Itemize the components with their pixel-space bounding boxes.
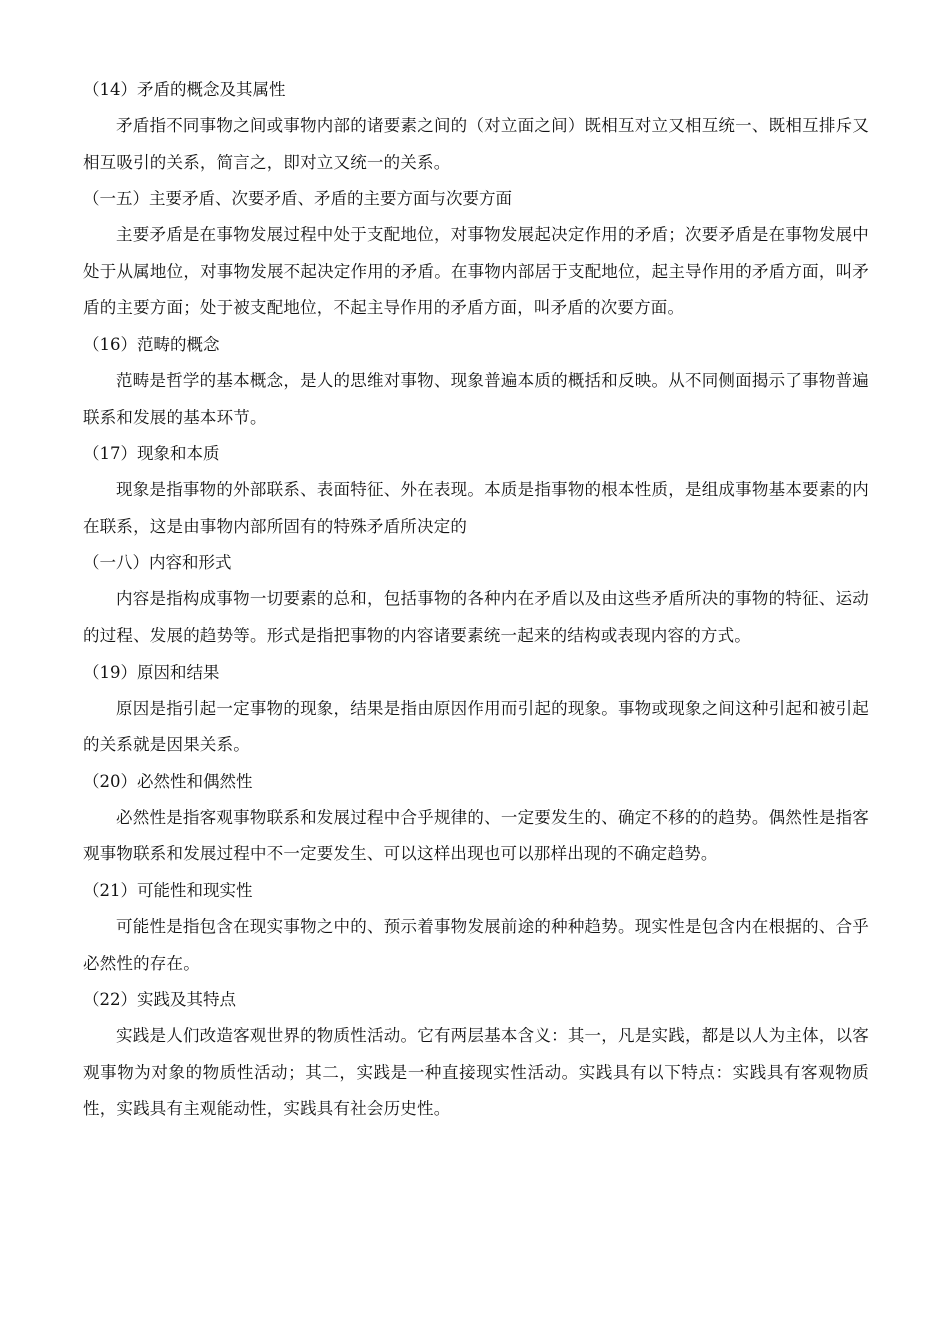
section-heading: （一八）内容和形式 bbox=[83, 553, 232, 573]
section-paragraph: 主要矛盾是在事物发展过程中处于支配地位，对事物发展起决定作用的矛盾；次要矛盾是在事物发展中处于从属地位，对事物发展不起决定作用的矛盾。在事物内部居于支配地位，起主导作用的矛盾方面，叫矛盾的主要方面；处于被支配地位，不起主导作用的矛盾方面，叫矛盾的次要方面。 bbox=[83, 225, 869, 318]
section-paragraph: 原因是指引起一定事物的现象，结果是指由原因作用而引起的现象。事物或现象之间这种引起和被引起的关系就是因果关系。 bbox=[83, 698, 869, 755]
section-paragraph: 现象是指事物的外部联系、表面特征、外在表现。本质是指事物的根本性质，是组成事物基本要素的内在联系，这是由事物内部所固有的特殊矛盾所决定的 bbox=[83, 480, 869, 536]
section-heading: （一五）主要矛盾、次要矛盾、矛盾的主要方面与次要方面 bbox=[83, 189, 512, 209]
section-21 bbox=[83, 873, 869, 982]
section-heading: （20）必然性和偶然性 bbox=[83, 771, 253, 791]
section-22 bbox=[83, 982, 869, 1128]
section-15 bbox=[83, 181, 869, 327]
section-18 bbox=[83, 545, 869, 654]
section-heading: （21）可能性和现实性 bbox=[83, 880, 253, 900]
section-heading: （14）矛盾的概念及其属性 bbox=[83, 80, 286, 99]
section-paragraph: 实践是人们改造客观世界的物质性活动。它有两层基本含义：其一，凡是实践，都是以人为主体，以客观事物为对象的物质性活动；其二，实践是一种直接现实性活动。实践具有以下特点：实践具有客观物质性，实践具有主观能动性，实践具有社会历史性。 bbox=[83, 1026, 869, 1119]
section-heading: （17）现象和本质 bbox=[83, 444, 220, 464]
section-14 bbox=[83, 72, 869, 181]
section-paragraph: 可能性是指包含在现实事物之中的、预示着事物发展前途的种种趋势。现实性是包含内在根据的、合乎必然性的存在。 bbox=[83, 916, 869, 973]
section-17 bbox=[83, 436, 869, 545]
section-heading: （22）实践及其特点 bbox=[83, 990, 236, 1010]
section-19 bbox=[83, 655, 869, 764]
section-paragraph: 必然性是指客观事物联系和发展过程中合乎规律的、一定要发生的、确定不移的的趋势。偶然性是指客观事物联系和发展过程中不一定要发生、可以这样出现也可以那样出现的不确定趋势。 bbox=[83, 807, 869, 864]
section-paragraph: 内容是指构成事物一切要素的总和，包括事物的各种内在矛盾以及由这些矛盾所决的事物的特征、运动的过程、发展的趋势等。形式是指把事物的内容诸要素统一起来的结构或表现内容的方式。 bbox=[83, 589, 869, 645]
section-paragraph: 矛盾指不同事物之间或事物内部的诸要素之间的（对立面之间）既相互对立又相互统一、既相互排斥又相互吸引的关系，简言之，即对立又统一的关系。 bbox=[83, 116, 869, 172]
document-content bbox=[83, 72, 869, 1128]
section-heading: （19）原因和结果 bbox=[83, 662, 220, 682]
section-paragraph: 范畴是哲学的基本概念，是人的思维对事物、现象普遍本质的概括和反映。从不同侧面揭示了事物普遍联系和发展的基本环节。 bbox=[83, 370, 869, 427]
section-16 bbox=[83, 327, 869, 436]
section-heading: （16）范畴的概念 bbox=[83, 334, 220, 354]
section-20 bbox=[83, 764, 869, 873]
